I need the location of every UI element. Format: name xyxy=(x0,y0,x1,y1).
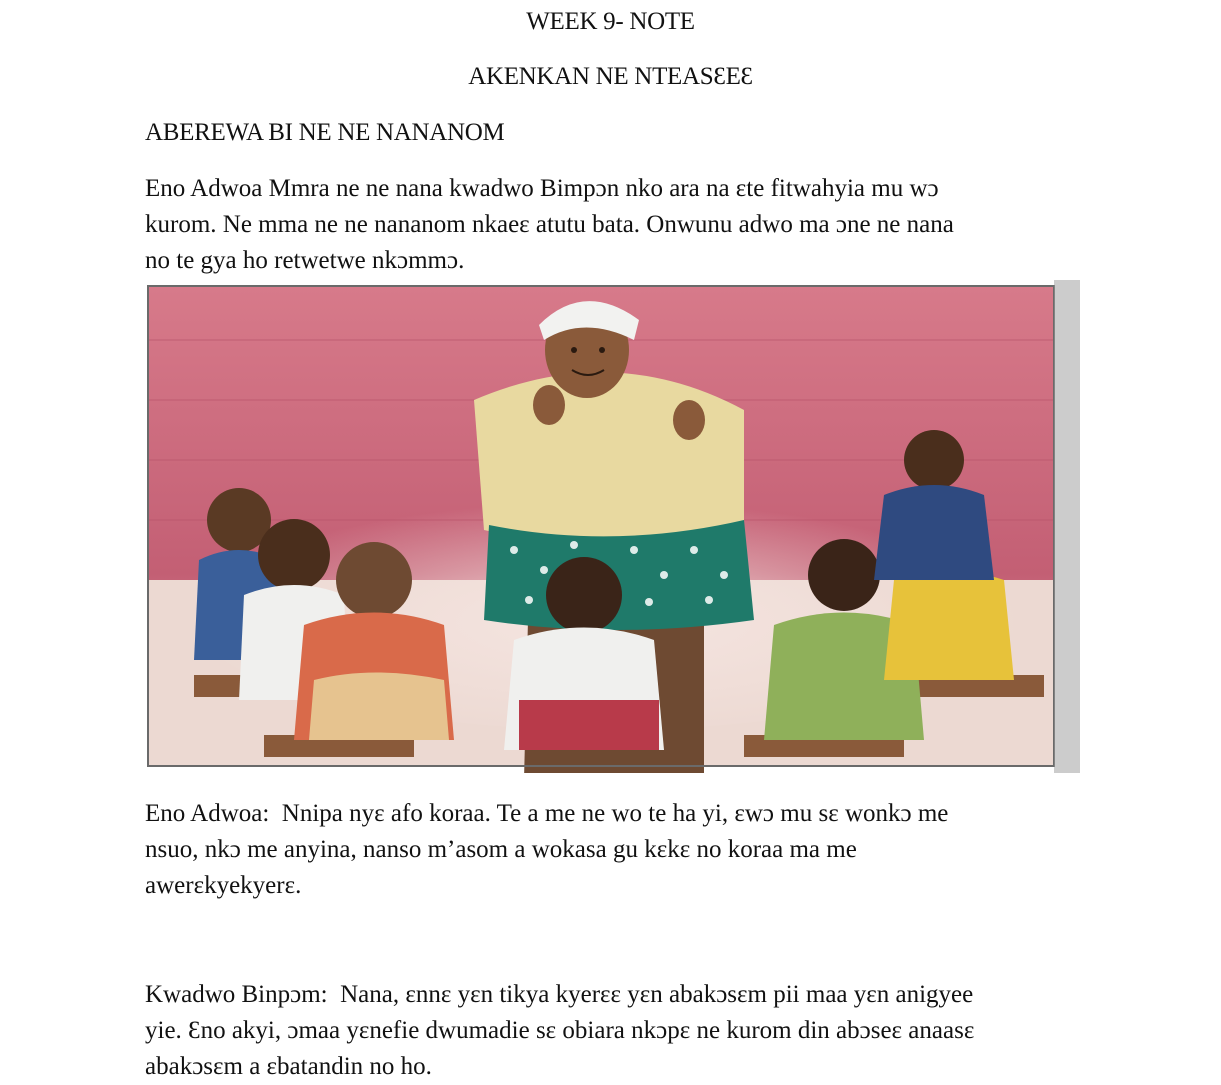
dialogue-kwadwo-binpom xyxy=(145,977,1095,1085)
dialogue-eno-adwoa xyxy=(145,796,1095,904)
dialogue-line: abakɔsɛm a ɛbatandin no ho. xyxy=(145,1053,432,1080)
intro-line: kurom. Ne mma ne ne nananom nkaeɛ atutu bata. Onwunu adwo ma ɔne ne nana xyxy=(145,211,954,238)
dialogue-line: awerɛkyekyerɛ. xyxy=(145,872,302,899)
intro-paragraph xyxy=(145,171,1095,279)
intro-line: Eno Adwoa Mmra ne ne nana kwadwo Bimpɔn nko ara na ɛte fitwahyia mu wɔ xyxy=(145,175,939,202)
story-heading: ABEREWA BI NE NE NANANOM xyxy=(145,119,505,146)
dialogue-line xyxy=(145,796,1095,832)
dialogue-text: Nana, ɛnnɛ yɛn tikya kyerɛɛ yɛn abakɔsɛm pii maa yɛn anigyee xyxy=(340,981,974,1008)
dialogue-line xyxy=(145,977,1095,1013)
speaker-name: Eno Adwoa: xyxy=(145,800,270,827)
intro-line: no te gya ho retwetwe nkɔmmɔ. xyxy=(145,247,465,274)
week-title: WEEK 9- NOTE xyxy=(526,8,695,35)
dialogue-line: nsuo, nkɔ me anyina, nanso m’asom a wokasa gu kɛkɛ no koraa ma me xyxy=(145,836,857,863)
speaker-name: Kwadwo Binpɔm: xyxy=(145,981,328,1008)
storytelling-illustration xyxy=(144,280,1080,773)
dialogue-line: yie. Ɛno akyi, ɔmaa yɛnefie dwumadie sɛ obiara nkɔpɛ ne kurom din abɔseɛ anaasɛ xyxy=(145,1017,975,1044)
dialogue-text: Nnipa nyɛ afo koraa. Te a me ne wo te ha yi, ɛwɔ mu sɛ wonkɔ me xyxy=(281,800,949,827)
subtitle: AKENKAN NE NTEASƐEƐ xyxy=(468,63,753,90)
